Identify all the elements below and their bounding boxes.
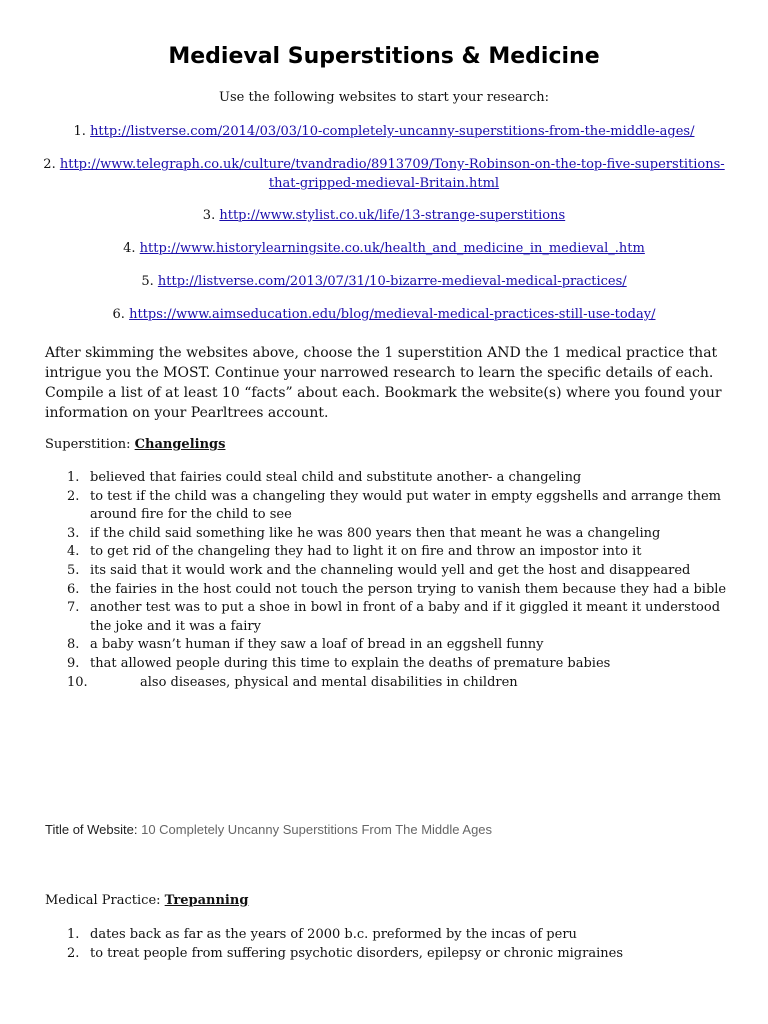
fact-text: if the child said something like he was 800 years then that meant he was a changeling xyxy=(90,525,661,541)
link-number: 1. xyxy=(73,124,86,139)
research-link-item xyxy=(40,272,728,291)
medical-facts-list xyxy=(45,926,730,963)
medical-practice-label: Medical Practice: xyxy=(45,893,165,908)
fact-text: to test if the child was a changeling they would put water in empty eggshells and arrange them around fire for the child to see xyxy=(90,488,722,523)
list-item xyxy=(45,655,730,674)
list-item xyxy=(45,926,730,945)
list-number: 9. xyxy=(67,655,80,671)
list-number: 6. xyxy=(67,581,80,597)
research-link-item xyxy=(40,239,728,258)
link-number: 5. xyxy=(141,274,154,289)
list-number: 5. xyxy=(67,562,80,578)
list-number: 1. xyxy=(67,470,80,485)
list-item xyxy=(45,525,730,544)
fact-text: to treat people from suffering psychotic disorders, epilepsy or chronic migraines xyxy=(90,945,623,961)
list-number: 2. xyxy=(67,488,80,504)
list-number: 8. xyxy=(67,637,80,653)
fact-text: dates back as far as the years of 2000 b.c. preformed by the incas of peru xyxy=(90,927,577,942)
list-item xyxy=(45,543,730,562)
research-link[interactable]: http://listverse.com/2013/07/31/10-bizarre-medieval-medical-practices/ xyxy=(157,274,627,289)
research-link[interactable]: http://listverse.com/2014/03/03/10-completely-uncanny-superstitions-from-the-middle-ages/ xyxy=(90,124,695,139)
medical-practice-heading xyxy=(45,893,248,908)
list-number: 4. xyxy=(67,544,80,560)
superstition-heading xyxy=(45,437,250,452)
list-item xyxy=(45,945,730,964)
superstition-facts-list xyxy=(45,469,730,692)
research-link-item xyxy=(40,122,728,141)
list-item xyxy=(45,488,730,525)
link-number: 3. xyxy=(202,208,216,223)
fact-text: that allowed people during this time to explain the deaths of premature babies xyxy=(90,655,611,671)
fact-text: another test was to put a shoe in bowl in front of a baby and if it giggled it meant it understood the joke and it was a fairy xyxy=(90,600,721,634)
website-title-value: 10 Completely Uncanny Superstitions From The Middle Ages xyxy=(141,822,493,837)
research-link[interactable]: http://www.historylearningsite.co.uk/health_and_medicine_in_medieval_.htm xyxy=(139,241,645,256)
intro-text: Use the following websites to start your research: xyxy=(218,90,550,105)
list-item xyxy=(45,636,730,655)
website-title-label: Title of Website: xyxy=(45,822,142,837)
link-number: 4. xyxy=(123,241,136,256)
research-link-item xyxy=(40,206,728,225)
research-link[interactable]: https://www.aimseducation.edu/blog/medieval-medical-practices-still-use-today/ xyxy=(129,307,656,322)
medical-practice-value: Trepanning xyxy=(164,893,249,908)
website-title-line xyxy=(45,822,492,837)
list-number: 1. xyxy=(67,927,80,942)
research-links-list xyxy=(40,122,728,338)
link-number: 2. xyxy=(43,157,56,172)
list-number: 2. xyxy=(67,945,80,961)
fact-text: believed that fairies could steal child and substitute another- a changeling xyxy=(90,470,582,485)
research-link[interactable]: http://www.telegraph.co.uk/culture/tvandradio/8913709/Tony-Robinson-on-the-top-five-superstitions-that-gripped-medieval-Britain.html xyxy=(59,157,725,191)
list-number: 3. xyxy=(67,525,80,541)
fact-text: a baby wasn’t human if they saw a loaf of bread in an eggshell funny xyxy=(90,637,544,653)
link-number: 6. xyxy=(112,307,125,322)
fact-text: to get rid of the changeling they had to light it on fire and throw an impostor into it xyxy=(90,544,642,560)
fact-text: the fairies in the host could not touch the person trying to vanish them because they had a bible xyxy=(90,581,727,597)
superstition-label: Superstition: xyxy=(45,437,135,452)
superstition-value: Changelings xyxy=(134,437,226,452)
list-item xyxy=(45,469,730,488)
list-item xyxy=(45,599,730,636)
list-item xyxy=(45,581,730,600)
list-number: 7. xyxy=(67,600,80,616)
research-link-item xyxy=(40,305,728,324)
fact-text: its said that it would work and the channeling would yell and get the host and disappeared xyxy=(90,562,691,578)
research-link[interactable]: http://www.stylist.co.uk/life/13-strange-superstitions xyxy=(219,208,566,223)
list-item xyxy=(45,562,730,581)
page-title: Medieval Superstitions & Medicine xyxy=(168,44,600,69)
list-number: 10. xyxy=(67,674,88,690)
list-item xyxy=(45,674,730,693)
research-link-item xyxy=(40,155,728,193)
instructions-paragraph: After skimming the websites above, choose the 1 superstition AND the 1 medical practice that intrigue you the MOST. Continue your narrowed research to learn the specific details of each. Compile a list of at least 10 “facts” about each. Bookmark the website(s) where you found your information on your Pearltrees account. xyxy=(45,345,722,421)
fact-text: also diseases, physical and mental disabilities in children xyxy=(140,674,518,690)
